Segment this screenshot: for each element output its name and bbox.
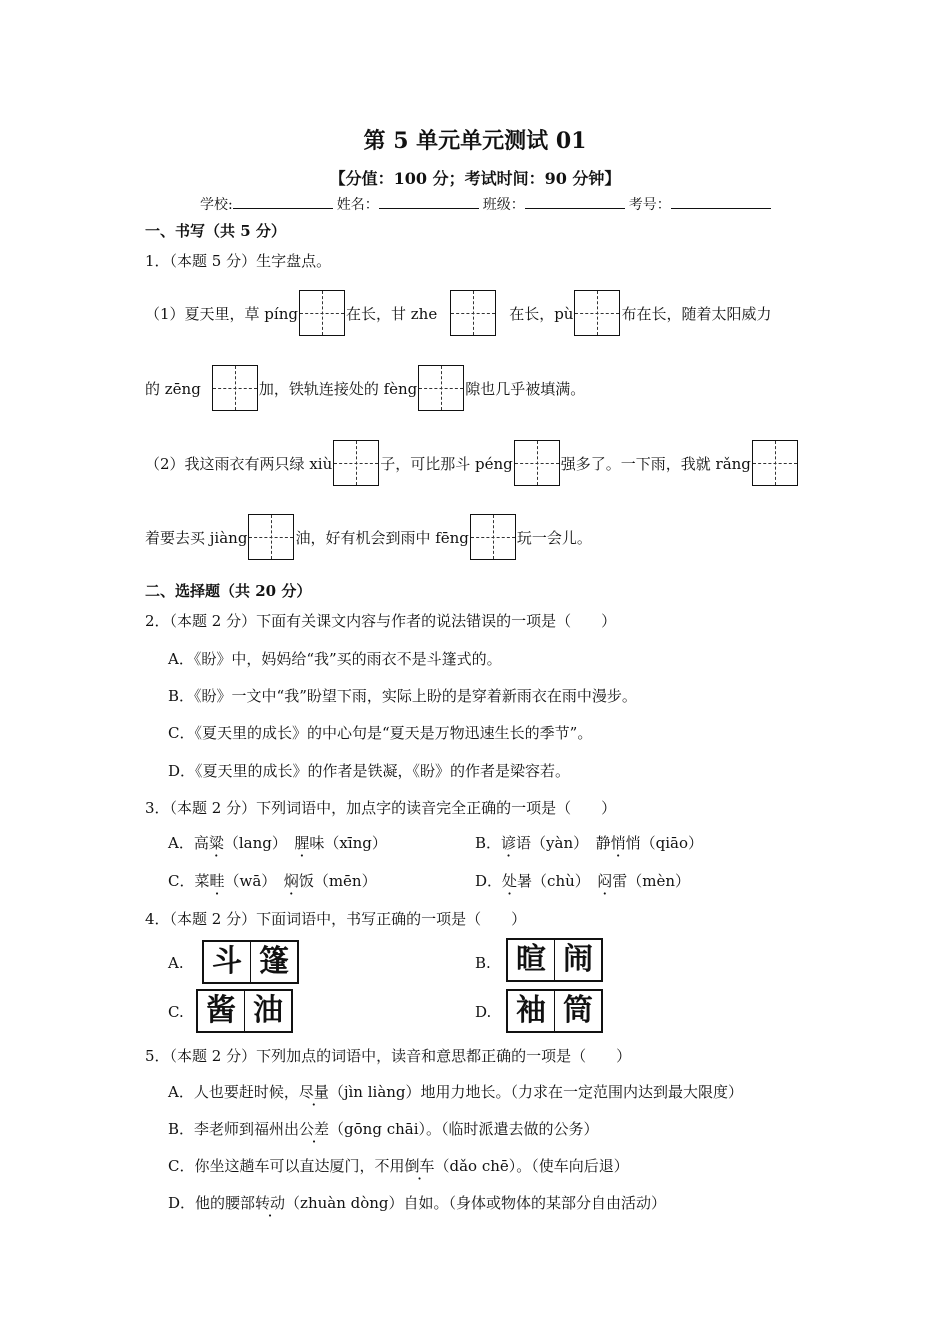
text: 暑（chù）: [517, 872, 598, 890]
text: 饭（mēn）: [298, 872, 377, 890]
char-box[interactable]: [514, 440, 560, 486]
dotted-word: 转动: [255, 1194, 286, 1212]
dotted-word: 倒车: [404, 1157, 435, 1175]
text: 悄（qiāo）: [625, 834, 704, 852]
q1-text: 布在长，随着太阳威力: [621, 304, 772, 323]
section2-heading: 二、选择题（共 20 分）: [145, 582, 312, 600]
school-blank[interactable]: [233, 194, 333, 209]
char-box[interactable]: [333, 440, 379, 486]
q3-option-c[interactable]: [168, 870, 377, 891]
q3-option-b[interactable]: [475, 832, 703, 853]
dotted-char: 腥: [294, 834, 310, 852]
q4-stem: 4．（本题 2 分）下面词语中，书写正确的一项是（ ）: [145, 910, 527, 928]
text: C．你坐这趟车可以直达厦门，不用: [168, 1157, 405, 1175]
q2-option-b[interactable]: B．《盼》一文中“我”盼望下雨，实际上盼的是穿着新雨衣在雨中漫步。: [168, 687, 637, 705]
section1-heading: 一、书写（共 5 分）: [145, 222, 286, 240]
char-box[interactable]: [418, 365, 464, 411]
q3-option-d[interactable]: [475, 870, 690, 891]
char-box[interactable]: [299, 290, 345, 336]
q2-stem: 2．（本题 2 分）下面有关课文内容与作者的说法错误的一项是（ ）: [145, 612, 617, 630]
char-box[interactable]: [212, 365, 258, 411]
text: A．高: [168, 834, 209, 852]
char-box[interactable]: [574, 290, 620, 336]
q4-option-d-label[interactable]: D.: [475, 1003, 492, 1021]
number-blank[interactable]: [671, 194, 771, 209]
text: （jìn liàng）地用力地长。（力求在一定范围内达到最大限度）: [328, 1083, 744, 1101]
q5-option-a[interactable]: [168, 1081, 743, 1102]
q1-text: 隙也几乎被填满。: [465, 379, 586, 398]
text: 语（yàn） 静: [516, 834, 611, 852]
class-label: 班级：: [482, 197, 525, 213]
q1-line1: [145, 290, 771, 336]
q1-text: 在长，甘 zhe: [345, 304, 438, 323]
text: 雷（mèn）: [612, 872, 691, 890]
dotted-char: 谚: [501, 834, 517, 852]
text: B．: [475, 834, 502, 852]
q4-option-c-word[interactable]: [196, 989, 293, 1033]
text: （gōng chāi）。（临时派遣去做的公务）: [329, 1120, 599, 1138]
char-box[interactable]: [752, 440, 798, 486]
dotted-char: 处: [502, 872, 518, 890]
word-char: 闹: [554, 940, 601, 980]
q4-option-b-label[interactable]: B.: [475, 954, 491, 972]
q1-stem: 1．（本题 5 分）生字盘点。: [145, 252, 332, 270]
text: A．人也要赶时候，: [168, 1083, 299, 1101]
q1-line3: [145, 440, 799, 486]
q1-line4: [145, 514, 592, 560]
dotted-char: 焖: [283, 872, 299, 890]
text: 味（xīng）: [309, 834, 387, 852]
q1-text: 的 zēng: [145, 379, 201, 398]
class-blank[interactable]: [525, 194, 625, 209]
q5-stem: 5．（本题 2 分）下列加点的词语中，读音和意思都正确的一项是（ ）: [145, 1047, 632, 1065]
char-box[interactable]: [450, 290, 496, 336]
dotted-char: 畦: [209, 872, 225, 890]
q1-text: 强多了。一下雨，我就 rǎng: [560, 454, 751, 473]
q1-text: 着要去买 jiàng: [145, 528, 248, 547]
q1-text: 子，可比那斗 péng: [380, 454, 513, 473]
q4-option-a-word[interactable]: [202, 940, 299, 984]
text: D．: [475, 872, 503, 890]
name-blank[interactable]: [379, 194, 479, 209]
char-box[interactable]: [470, 514, 516, 560]
exam-subtitle: 【分值：100 分；考试时间：90 分钟】: [329, 169, 621, 188]
text: （zhuàn dòng）自如。（身体或物体的某部分自由活动）: [285, 1194, 667, 1212]
dotted-word: 公差: [299, 1120, 330, 1138]
dotted-word: 尽量: [298, 1083, 329, 1101]
text: （dǎo chē）。（使车向后退）: [434, 1157, 629, 1175]
word-char: 油: [244, 991, 291, 1031]
q3-option-a[interactable]: [168, 832, 387, 853]
name-label: 姓名：: [336, 197, 379, 213]
q4-option-c-label[interactable]: C.: [168, 1003, 184, 1021]
q5-option-b[interactable]: [168, 1118, 599, 1139]
q5-option-c[interactable]: [168, 1155, 629, 1176]
q1-text: 油，好有机会到雨中 fēng: [295, 528, 469, 547]
q1-text: 在长，pù: [509, 304, 574, 323]
number-label: 考号：: [628, 197, 671, 213]
q1-text: 玩一会儿。: [516, 528, 592, 547]
q1-line2: [145, 365, 585, 411]
dotted-char: 闷: [597, 872, 613, 890]
q5-option-d[interactable]: [168, 1192, 666, 1213]
page-title: 第 5 单元单元测试 01: [363, 128, 587, 154]
text: （wā）: [224, 872, 284, 890]
text: D．他的腰部: [168, 1194, 256, 1212]
text: （lang）: [223, 834, 295, 852]
text: C．菜: [168, 872, 210, 890]
word-char: 斗: [212, 944, 242, 979]
student-info-line: [200, 194, 775, 214]
q4-option-b-word[interactable]: [506, 938, 603, 982]
word-char: 暄: [516, 942, 546, 977]
word-char: 酱: [206, 993, 236, 1028]
char-box[interactable]: [248, 514, 294, 560]
q2-option-a[interactable]: A．《盼》中，妈妈给“我”买的雨衣不是斗篷式的。: [168, 650, 502, 668]
dotted-char: 悄: [610, 834, 626, 852]
q1-text: 加，铁轨连接处的 fèng: [258, 379, 418, 398]
q1-text: （1）夏天里，草 píng: [145, 304, 298, 323]
school-label: 学校:: [200, 197, 233, 213]
word-char: 袖: [516, 993, 546, 1028]
q1-text: （2）我这雨衣有两只绿 xiù: [145, 454, 333, 473]
word-char: 筒: [554, 991, 601, 1031]
q3-stem: 3．（本题 2 分）下列词语中，加点字的读音完全正确的一项是（ ）: [145, 799, 617, 817]
dotted-char: 粱: [208, 834, 224, 852]
word-char: 篷: [250, 942, 297, 982]
q2-option-c[interactable]: C．《夏天里的成长》的中心句是“夏天是万物迅速生长的季节”。: [168, 724, 593, 742]
q4-option-d-word[interactable]: [506, 989, 603, 1033]
q2-option-d[interactable]: D．《夏天里的成长》的作者是铁凝，《盼》的作者是梁容若。: [168, 762, 571, 780]
text: B．李老师到福州出: [168, 1120, 300, 1138]
q4-option-a-label[interactable]: A.: [168, 954, 184, 972]
